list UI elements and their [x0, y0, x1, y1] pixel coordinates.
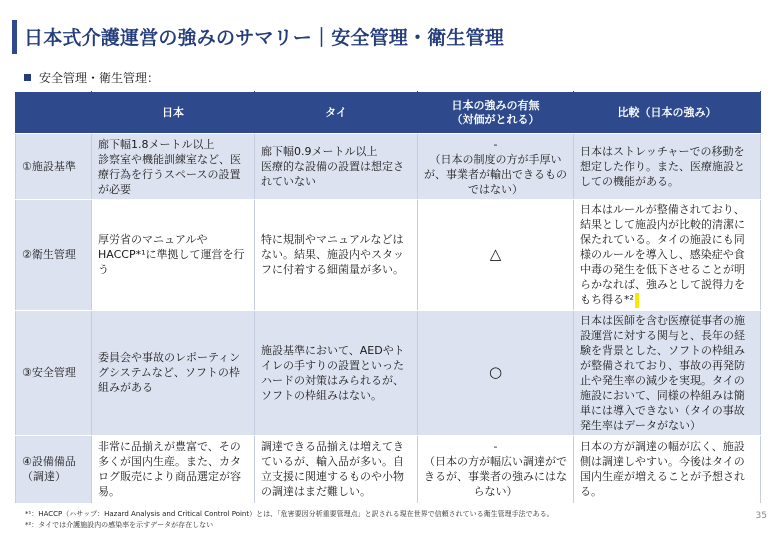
cell-compare: 日本の方が調達の幅が広く、施設側は調達しやすい。今後はタイの国内生産が増えることが予想される。 — [574, 435, 761, 503]
footnote-1: *¹：HACCP（ハサップ：Hazard Analysis and Critical Control Point）とは、「危害要因分析重要管理点」と訳される現在世界で信頼されている衛生管理手法である。 — [25, 510, 554, 518]
row-label: ②衛生管理 — [16, 200, 92, 311]
cell-thai: 施設基準において、AEDやトイレの手すりの設置といったハードの対策はみられるが、ソフトの枠組みはない。 — [255, 310, 418, 435]
page-number: 35 — [755, 511, 767, 521]
table-header-row — [16, 92, 761, 134]
comparison-table — [15, 91, 761, 504]
cell-strength: - （日本の方が幅広い調達ができるが、事業者の強みにはならない） — [418, 435, 574, 503]
cell-strength: △ — [418, 200, 574, 311]
table-row — [16, 200, 761, 311]
cell-compare-wrap — [574, 200, 761, 311]
header-compare: 比較（日本の強み） — [574, 92, 761, 134]
table-row — [16, 310, 761, 435]
footnote-2: *²：タイでは介護施設内の感染率を示すデータが存在しない — [25, 521, 214, 529]
row-label: ③安全管理 — [16, 310, 92, 435]
cell-compare: 日本はルールが整備されており、結果として施設内が比較的清潔に保たれている。タイの施設にも同様のルールを導入し、感染症や食中毒の発生を低下させることが明らかなれば、強みとして説得力をもち得る*² — [580, 203, 745, 306]
cell-compare: 日本はストレッチャーでの移動を想定した作り。また、医療施設としての機能がある。 — [574, 134, 761, 200]
row-label: ①施設基準 — [16, 134, 92, 200]
header-blank — [16, 92, 92, 134]
header-thai: タイ — [255, 92, 418, 134]
cell-thai: 廊下幅0.9メートル以上 医療的な設備の設置は想定されていない — [255, 134, 418, 200]
header-strength: 日本の強みの有無 （対価がとれる） — [418, 92, 574, 134]
square-bullet-icon — [24, 74, 31, 81]
cell-japan: 厚労省のマニュアルやHACCP*¹に準拠して運営を行う — [92, 200, 255, 311]
header-japan: 日本 — [92, 92, 255, 134]
cell-strength: ○ — [418, 310, 574, 435]
cell-strength: - （日本の制度の方が手厚いが、事業者が輸出できるものではない） — [418, 134, 574, 200]
table-row — [16, 134, 761, 200]
cell-japan: 廊下幅1.8メートル以上 診察室や機能訓練室など、医療行為を行うスペースの設置が必要 — [92, 134, 255, 200]
cell-thai: 調達できる品揃えは増えてきているが、輸入品が多い。自立支援に関連するものや小物の調達はまだ難しい。 — [255, 435, 418, 503]
title-accent-bar — [12, 20, 17, 54]
cell-japan: 非常に品揃えが豊富で、その多くが国内生産。また、カタログ販売により商品選定が容易。 — [92, 435, 255, 503]
cell-japan: 委員会や事故のレポーティングシステムなど、ソフトの枠組みがある — [92, 310, 255, 435]
footnotes — [25, 509, 554, 531]
page-title: 日本式介護運営の強みのサマリー｜安全管理・衛生管理 — [24, 27, 505, 49]
highlight-mark — [635, 293, 639, 308]
cell-compare: 日本は医師を含む医療従事者の施設運営に対する関与と、長年の経験を背景とした、ソフトの枠組みが整備されており、事故の再発防止や発生率の減少を実現。タイの施設において、同様の枠組みは簡単には導入できない（タイの事故発生率はデータがない） — [574, 310, 761, 435]
section-label: 安全管理・衛生管理： — [39, 71, 160, 85]
row-label: ④設備備品 （調達） — [16, 435, 92, 503]
table-row — [16, 435, 761, 503]
cell-thai: 特に規制やマニュアルなどはない。結果、施設内やスタッフに付着する細菌量が多い。 — [255, 200, 418, 311]
section-heading — [24, 69, 159, 86]
